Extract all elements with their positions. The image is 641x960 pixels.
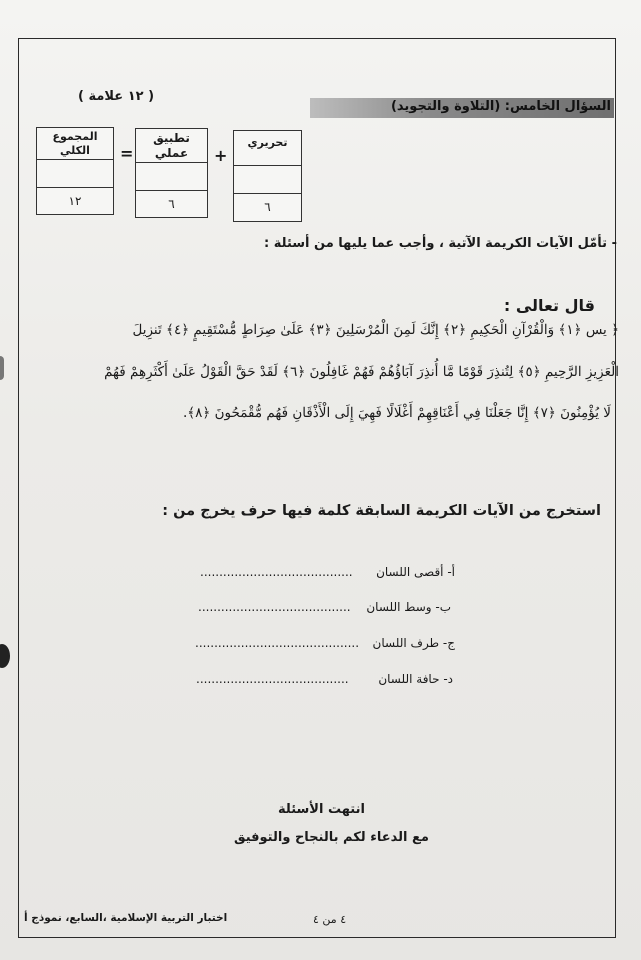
written-label: تحريري: [234, 131, 301, 166]
option-a-label: أ- أقصى اللسان: [376, 565, 455, 579]
practical-label-line2: عملي: [154, 146, 189, 160]
end-of-questions: انتهت الأسئلة: [278, 802, 365, 817]
exam-footer: اختبار التربية الإسلامية ،السابع، نموذج أ: [24, 912, 228, 924]
total-label: المجموع الكلي: [37, 128, 113, 160]
total-score-box: [36, 127, 114, 215]
binder-hole: [0, 644, 10, 668]
good-luck-message: مع الدعاء لكم بالنجاح والتوفيق: [234, 830, 429, 845]
plus-sign: +: [214, 146, 228, 165]
page-number: ٤ من ٤: [313, 913, 347, 926]
option-d-answer-line[interactable]: ........................................: [196, 672, 349, 686]
practical-score-box: [135, 128, 208, 218]
option-c-label: ج- طرف اللسان: [372, 636, 455, 650]
verse-line-2: الْعَزِيزِ الرَّحِيمِ ﴿٥﴾ لِتُنذِرَ قَوْمًا مَّا أُنذِرَ آبَاؤُهُمْ فَهُمْ غَافِلُونَ ﴿٦﴾ لَقَدْ حَقَّ الْقَوْلُ عَلَىٰ أَكْثَرِهِمْ فَهُمْ: [104, 364, 619, 380]
instruction-text: - تأمّل الآيات الكريمة الآتية ، وأجب عما يليها من أسئلة :: [264, 236, 617, 251]
option-c-answer-line[interactable]: ...........................................: [195, 636, 360, 650]
practical-label-line1: تطبيق: [153, 131, 190, 145]
written-score-box: [233, 130, 302, 222]
verse-line-1: ﴿ يس ﴿١﴾ وَالْقُرْآنِ الْحَكِيمِ ﴿٢﴾ إِنَّكَ لَمِنَ الْمُرْسَلِينَ ﴿٣﴾ عَلَىٰ صِرَاطٍ مُّسْتَقِيمٍ ﴿٤﴾ تَنزِيلَ: [132, 322, 619, 338]
verse-line-3: لَا يُؤْمِنُونَ ﴿٧﴾ إِنَّا جَعَلْنَا فِي أَعْنَاقِهِمْ أَغْلَالًا فَهِيَ إِلَى الْأَذْقَانِ فَهُم مُّقْمَحُونَ ﴿٨﴾.: [182, 405, 611, 421]
binder-hole: [0, 356, 4, 380]
written-value: ٦: [264, 200, 271, 214]
verse-intro: قال تعالى :: [503, 296, 595, 315]
practical-label: [136, 129, 207, 163]
written-blank-cell: [234, 166, 301, 194]
practical-value: ٦: [168, 197, 175, 211]
option-b-label: ب- وسط اللسان: [366, 600, 451, 614]
total-value: ١٢: [68, 194, 82, 208]
option-a-answer-line[interactable]: ........................................: [200, 565, 353, 579]
option-b-answer-line[interactable]: ........................................: [198, 600, 351, 614]
question-text: استخرج من الآيات الكريمة السابقة كلمة فيها حرف يخرج من :: [162, 503, 601, 519]
section-title: السؤال الخامس: (التلاوة والتجويد): [390, 99, 611, 114]
equals-sign: =: [120, 144, 134, 163]
total-blank-cell: [37, 160, 113, 188]
option-d-label: د- حافة اللسان: [378, 672, 453, 686]
practical-blank-cell: [136, 163, 207, 191]
section-marks: ( ١٢ علامة ): [78, 89, 155, 104]
